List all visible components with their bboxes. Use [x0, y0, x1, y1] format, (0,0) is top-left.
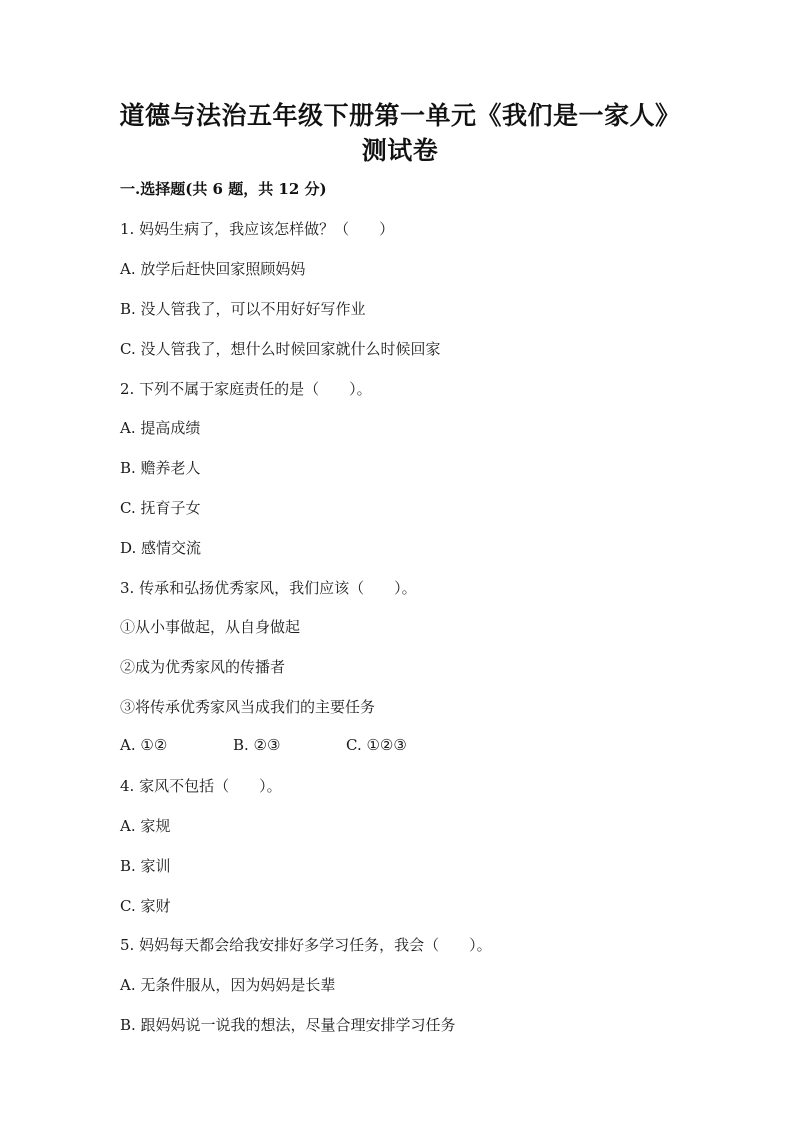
answer-option: A. 提高成绩	[120, 419, 201, 437]
question-stem: 2. 下列不属于家庭责任的是（ ）。	[120, 380, 372, 398]
page-subtitle: 测试卷	[361, 136, 439, 165]
page-title: 道德与法治五年级下册第一单元《我们是一家人》	[119, 101, 681, 130]
answer-option: A. 家规	[120, 817, 171, 835]
question-statement: ③将传承优秀家风当成我们的主要任务	[120, 698, 376, 716]
answer-option: B. 家训	[120, 857, 171, 875]
answer-option: C. 家财	[120, 897, 171, 915]
question-stem: 1. 妈妈生病了，我应该怎样做？（ ）	[120, 220, 395, 238]
question-statement: ②成为优秀家风的传播者	[120, 658, 286, 676]
section-heading: 一.选择题(共 6 题，共 12 分)	[120, 180, 327, 198]
answer-option: A. ①②	[120, 736, 168, 754]
answer-option: B. ②③	[233, 736, 281, 754]
answer-option: D. 感情交流	[120, 539, 202, 557]
answer-option: B. 跟妈妈说一说我的想法，尽量合理安排学习任务	[120, 1016, 456, 1034]
answer-option: C. ①②③	[346, 736, 407, 754]
question-stem: 5. 妈妈每天都会给我安排好多学习任务，我会（ ）。	[120, 936, 492, 954]
question-statement: ①从小事做起，从自身做起	[120, 618, 301, 636]
answer-option: C. 没人管我了，想什么时候回家就什么时候回家	[120, 340, 441, 358]
answer-option: A. 无条件服从，因为妈妈是长辈	[120, 976, 336, 994]
answer-option: B. 没人管我了，可以不用好好写作业	[120, 300, 366, 318]
question-stem: 3. 传承和弘扬优秀家风，我们应该（ ）。	[120, 579, 417, 597]
answer-option: C. 抚育子女	[120, 499, 201, 517]
answer-option: B. 赡养老人	[120, 459, 201, 477]
question-stem: 4. 家风不包括（ ）。	[120, 777, 282, 795]
answer-option: A. 放学后赶快回家照顾妈妈	[120, 260, 306, 278]
